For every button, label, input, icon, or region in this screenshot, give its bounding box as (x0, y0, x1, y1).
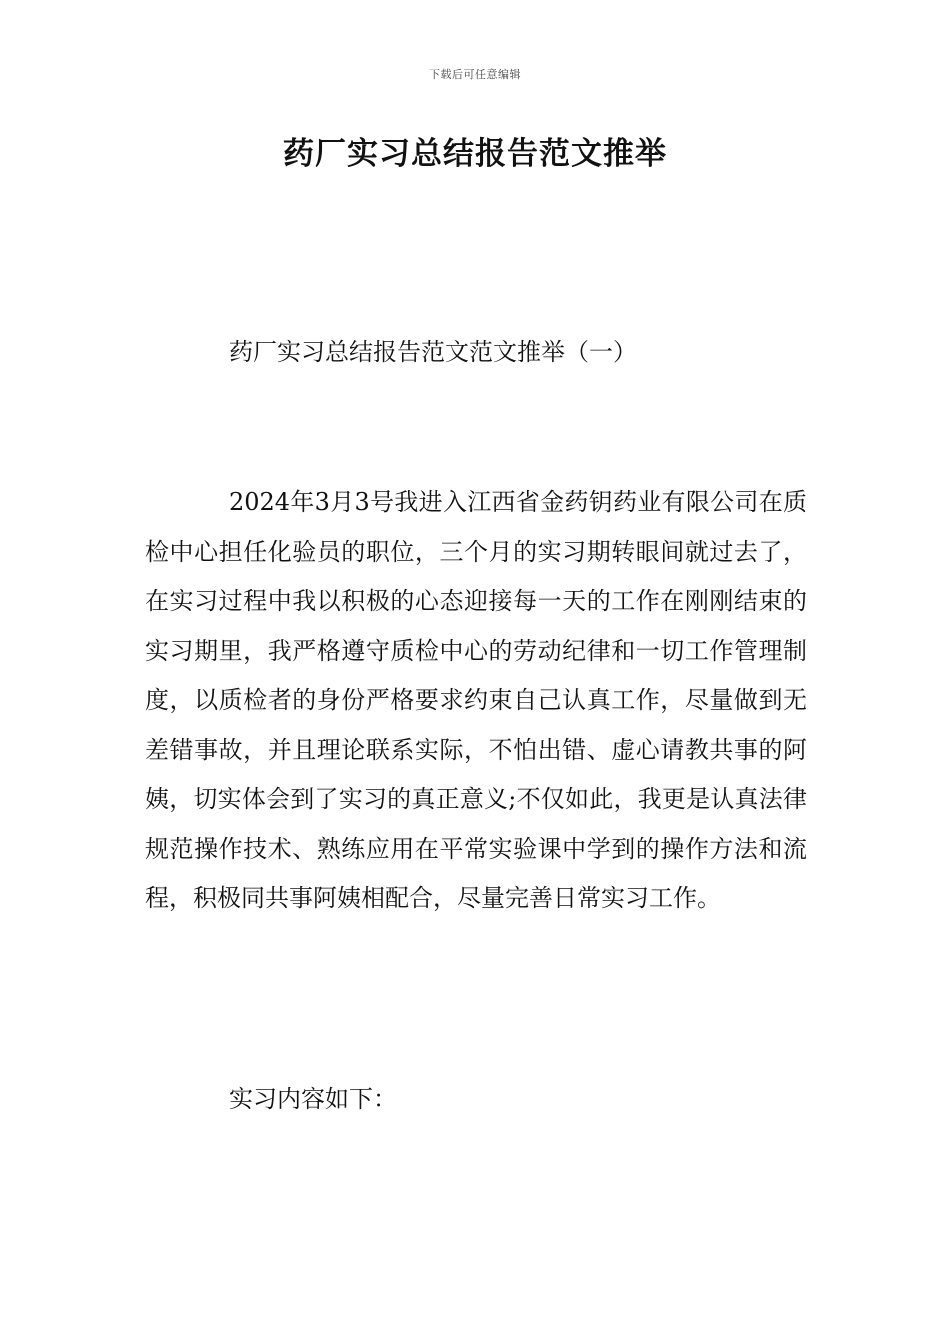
header-note: 下载后可任意编辑 (429, 68, 521, 81)
body-paragraph: 2024年3月3号我进入江西省金药钥药业有限公司在质检中心担任化验员的职位，三个月的实习期转眼间就过去了，在实习过程中我以积极的心态迎接每一天的工作在刚刚结束的实习期里，我严格遵守质检中心的劳动纪律和一切工作管理制度，以质检者的身份严格要求约束自己认真工作，尽量做到无差错事故，并且理论联系实际，不怕出错、虚心请教共事的阿姨，切实体会到了实习的真正意义;不仅如此，我更是认真法律规范操作技术、熟练应用在平常实验课中学到的操作方法和流程，积极同共事阿姨相配合，尽量完善日常实习工作。 (145, 488, 807, 912)
document-title: 药厂实习总结报告范文推举 (283, 136, 667, 172)
section-label: 实习内容如下： (229, 1085, 397, 1113)
document-subtitle: 药厂实习总结报告范文范文推举（一） (229, 338, 637, 366)
